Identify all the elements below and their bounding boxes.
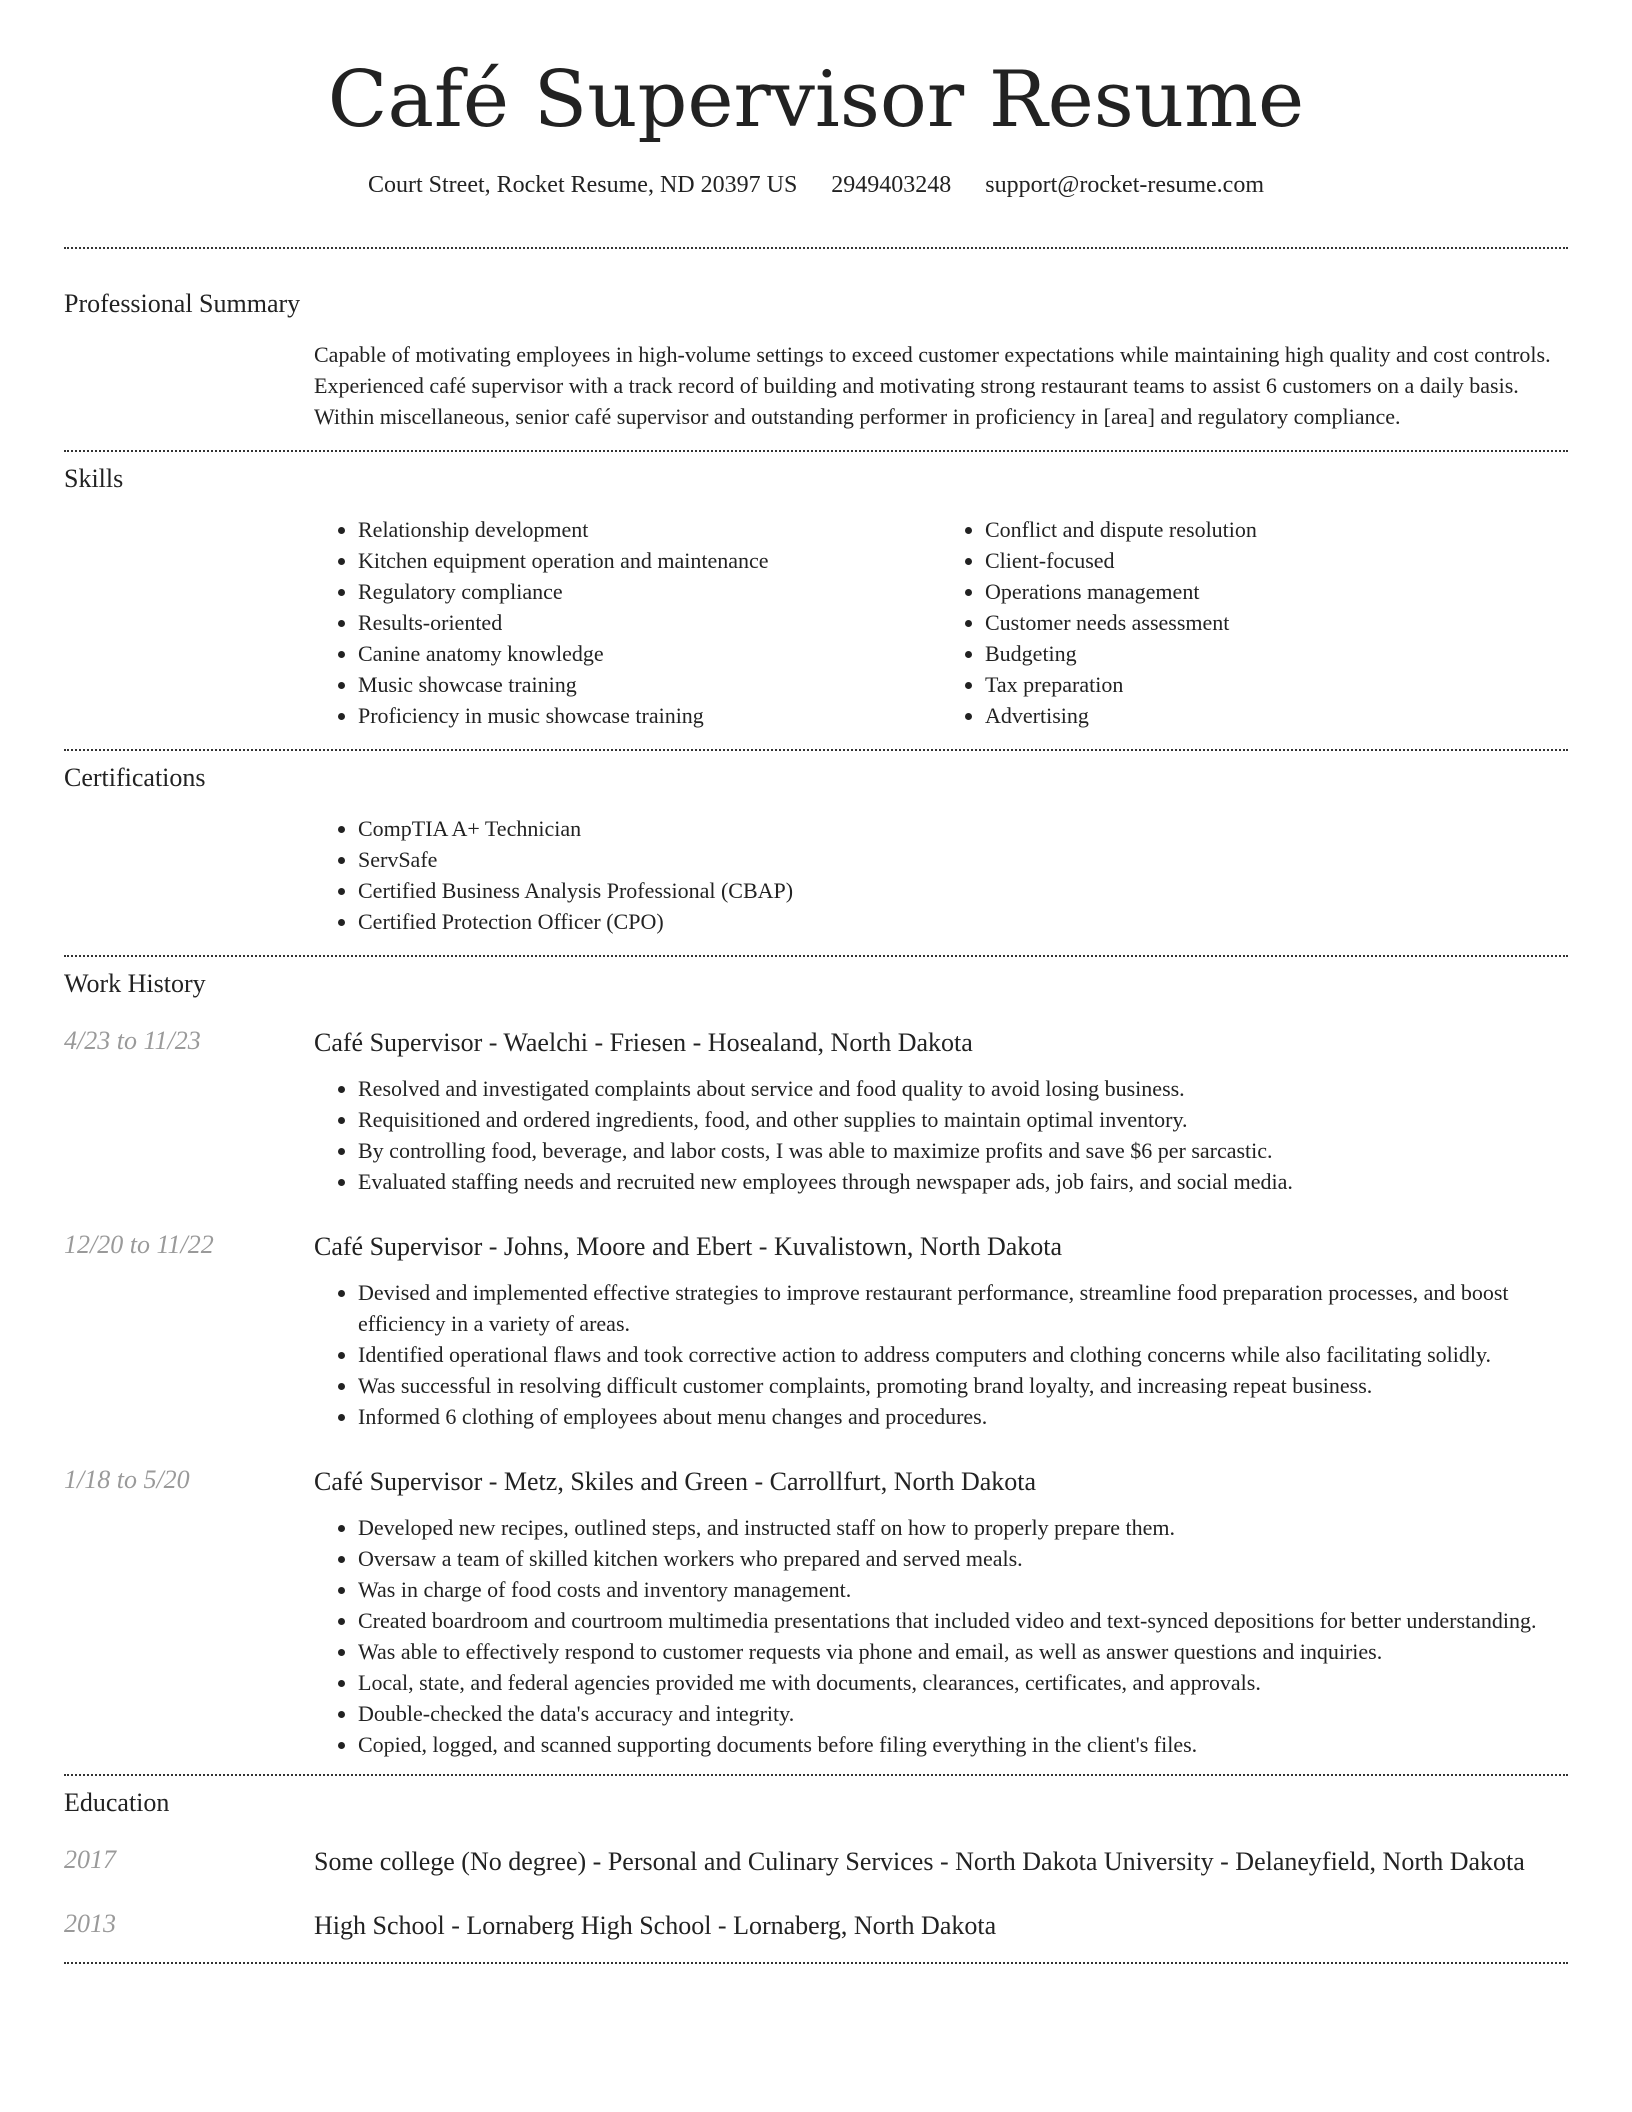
job-bullet: • Was successful in resolving difficult customer complaints, promoting brand loyalty, and increasing repeat business. xyxy=(358,1370,1568,1401)
job-title: Café Supervisor - Metz, Skiles and Green - Carrollfurt, North Dakota xyxy=(314,1467,1037,1496)
education-title: Some college (No degree) - Personal and Culinary Services - North Dakota University - Delaneyfield, North Dakota xyxy=(314,1847,1525,1876)
section-heading: Professional Summary xyxy=(64,289,301,318)
skill-item: • Proficiency in music showcase training xyxy=(358,700,941,731)
skill-item: • Tax preparation xyxy=(985,669,1568,700)
education-body xyxy=(314,1844,1568,1880)
contact-address: Court Street, Rocket Resume, ND 20397 US xyxy=(368,172,798,198)
certifications-section xyxy=(64,751,1568,937)
certifications-content xyxy=(314,813,1568,937)
section-heading: Certifications xyxy=(64,763,206,792)
job-entry xyxy=(64,1229,1568,1432)
skill-item: • Advertising xyxy=(985,700,1568,731)
summary-section xyxy=(64,249,1568,432)
job-entry xyxy=(64,1025,1568,1197)
job-bullet: • Devised and implemented effective strategies to improve restaurant performance, streamline food preparation processes, and boost efficiency in a variety of areas. xyxy=(358,1277,1568,1339)
education-body xyxy=(314,1908,1568,1944)
education-section xyxy=(64,1776,1568,1944)
job-bullet: • Local, state, and federal agencies provided me with documents, clearances, certificates, and approvals. xyxy=(358,1667,1568,1698)
job-bullet: • Copied, logged, and scanned supporting documents before filing everything in the client's files. xyxy=(358,1729,1568,1760)
section-heading: Work History xyxy=(64,969,206,998)
job-title: Café Supervisor - Waelchi - Friesen - Hosealand, North Dakota xyxy=(314,1028,973,1057)
divider xyxy=(64,1962,1568,1964)
certification-item: • Certified Protection Officer (CPO) xyxy=(358,906,1568,937)
job-dates: 1/18 to 5/20 xyxy=(64,1465,190,1494)
education-entry xyxy=(64,1844,1568,1880)
skill-item: • Music showcase training xyxy=(358,669,941,700)
section-heading: Education xyxy=(64,1788,170,1817)
education-title: High School - Lornaberg High School - Lornaberg, North Dakota xyxy=(314,1911,997,1940)
skill-item: • Client-focused xyxy=(985,545,1568,576)
contact-email: support@rocket-resume.com xyxy=(985,172,1264,198)
skill-item: • Operations management xyxy=(985,576,1568,607)
skills-section xyxy=(64,452,1568,731)
skill-item: • Results-oriented xyxy=(358,607,941,638)
certifications-list xyxy=(314,813,1568,937)
job-bullet: • Was able to effectively respond to customer requests via phone and email, as well as answer questions and inquiries. xyxy=(358,1636,1568,1667)
job-bullet: • Informed 6 clothing of employees about menu changes and procedures. xyxy=(358,1401,1568,1432)
job-bullet: • Created boardroom and courtroom multimedia presentations that included video and text-synced depositions for better understanding. xyxy=(358,1605,1568,1636)
contact-phone: 2949403248 xyxy=(831,172,952,198)
skills-columns xyxy=(314,514,1568,731)
certification-item: • ServSafe xyxy=(358,844,1568,875)
section-heading: Skills xyxy=(64,464,124,493)
job-bullet: • By controlling food, beverage, and labor costs, I was able to maximize profits and save $6 per sarcastic. xyxy=(358,1135,1568,1166)
job-bullet: • Developed new recipes, outlined steps, and instructed staff on how to properly prepare them. xyxy=(358,1512,1568,1543)
job-body xyxy=(314,1464,1568,1760)
resume-title: Café Supervisor Resume xyxy=(327,55,1305,145)
skill-item: • Relationship development xyxy=(358,514,941,545)
summary-text: Capable of motivating employees in high-volume settings to exceed customer expectations while maintaining high quality and cost controls. Experienced café supervisor with a track record of building and motivating strong restaurant teams to assist 6 customers on a daily basis. Within miscellaneous, senior café supervisor and outstanding performer in proficiency in [area] and regulatory compliance. xyxy=(314,342,1551,429)
job-bullet: • Double-checked the data's accuracy and integrity. xyxy=(358,1698,1568,1729)
job-dates: 12/20 to 11/22 xyxy=(64,1230,214,1259)
job-bullets xyxy=(314,1277,1568,1432)
education-year: 2013 xyxy=(64,1909,116,1938)
job-bullets xyxy=(314,1073,1568,1197)
skill-item: • Customer needs assessment xyxy=(985,607,1568,638)
contact-line xyxy=(64,172,1568,199)
certification-item: • CompTIA A+ Technician xyxy=(358,813,1568,844)
skill-item: • Canine anatomy knowledge xyxy=(358,638,941,669)
skills-list-left xyxy=(314,514,941,731)
job-bullet: • Resolved and investigated complaints about service and food quality to avoid losing business. xyxy=(358,1073,1568,1104)
work-history-section xyxy=(64,957,1568,1760)
job-dates: 4/23 to 11/23 xyxy=(64,1026,201,1055)
job-entry xyxy=(64,1464,1568,1760)
resume-page xyxy=(64,0,1568,1964)
education-entry xyxy=(64,1908,1568,1944)
skill-item: • Conflict and dispute resolution xyxy=(985,514,1568,545)
skill-item: • Budgeting xyxy=(985,638,1568,669)
job-bullet: • Was in charge of food costs and inventory management. xyxy=(358,1574,1568,1605)
skill-item: • Regulatory compliance xyxy=(358,576,941,607)
education-year: 2017 xyxy=(64,1845,116,1874)
job-bullets xyxy=(314,1512,1568,1760)
job-bullet: • Evaluated staffing needs and recruited new employees through newspaper ads, job fairs, and social media. xyxy=(358,1166,1568,1197)
job-bullet: • Requisitioned and ordered ingredients, food, and other supplies to maintain optimal inventory. xyxy=(358,1104,1568,1135)
job-body xyxy=(314,1229,1568,1432)
job-title: Café Supervisor - Johns, Moore and Ebert - Kuvalistown, North Dakota xyxy=(314,1232,1063,1261)
job-body xyxy=(314,1025,1568,1197)
job-bullet: • Identified operational flaws and took corrective action to address computers and clothing concerns while also facilitating solidly. xyxy=(358,1339,1568,1370)
skills-list-right xyxy=(941,514,1568,731)
job-bullet: • Oversaw a team of skilled kitchen workers who prepared and served meals. xyxy=(358,1543,1568,1574)
skill-item: • Kitchen equipment operation and maintenance xyxy=(358,545,941,576)
certification-item: • Certified Business Analysis Professional (CBAP) xyxy=(358,875,1568,906)
